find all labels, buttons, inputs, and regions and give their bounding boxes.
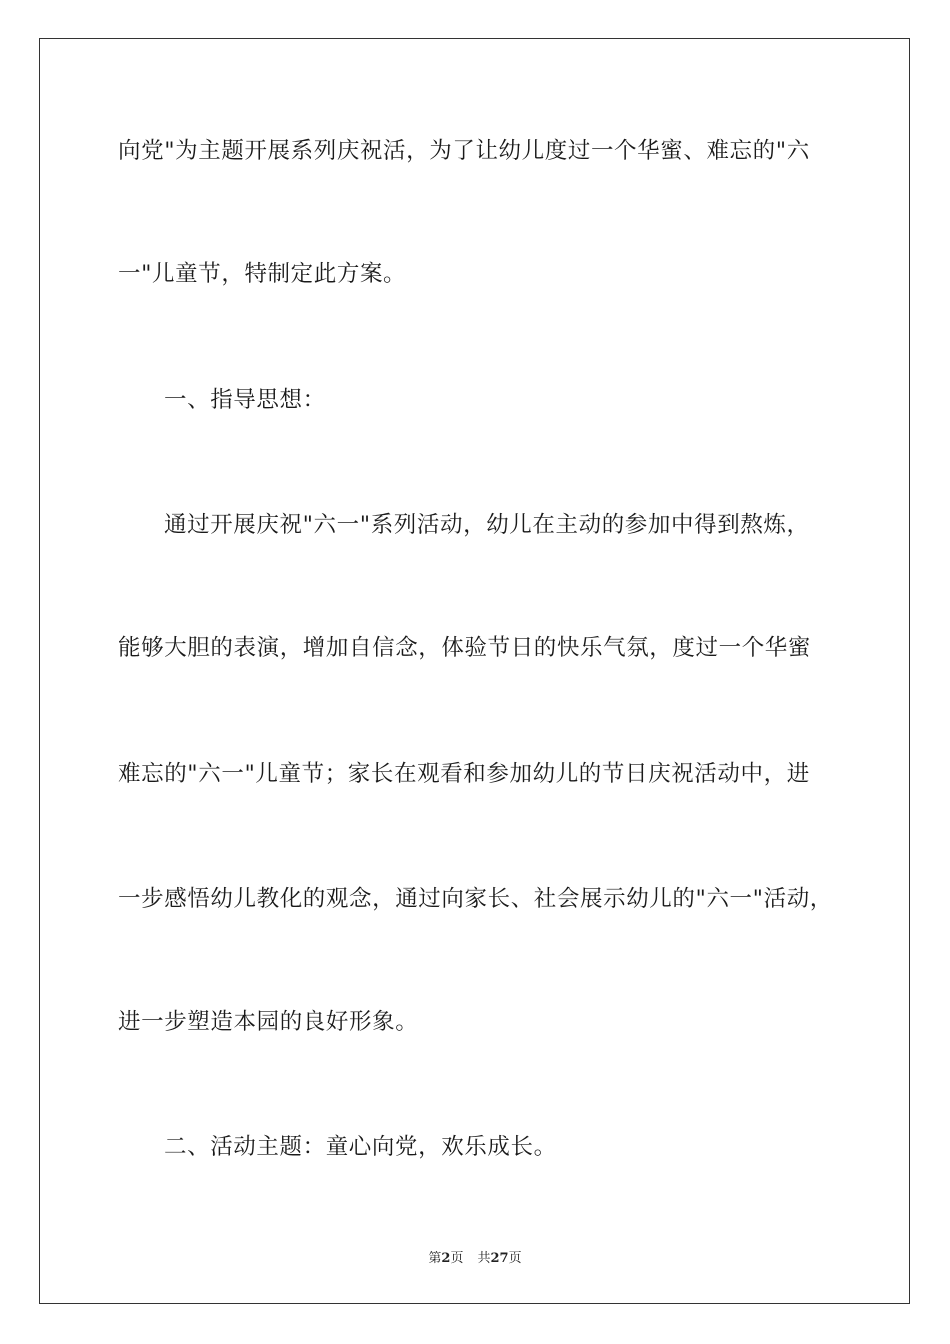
paragraph-line-2: 一"儿童节，特制定此方案。 bbox=[118, 261, 407, 287]
paragraph-line-6: 一步感悟幼儿教化的观念，通过向家长、社会展示幼儿的"六一"活动， bbox=[118, 886, 833, 912]
paragraph-line-7: 进一步塑造本园的良好形象。 bbox=[118, 1009, 419, 1035]
paragraph-line-4: 能够大胆的表演，增加自信念，体验节日的快乐气氛，度过一个华蜜 bbox=[118, 635, 812, 661]
footer-total-prefix: 共 bbox=[477, 1251, 491, 1266]
paragraph-line-5: 难忘的"六一"儿童节；家长在观看和参加幼儿的节日庆祝活动中，进 bbox=[118, 761, 810, 787]
footer-total-suffix: 页 bbox=[508, 1251, 522, 1266]
page-border bbox=[39, 38, 910, 1304]
section-heading-activity-theme: 二、活动主题：童心向党，欢乐成长。 bbox=[164, 1134, 557, 1160]
footer-page-number: 2 bbox=[441, 1251, 451, 1266]
footer-total-number: 27 bbox=[490, 1251, 509, 1266]
page-footer bbox=[0, 1247, 950, 1266]
paragraph-line-1: 向党"为主题开展系列庆祝活，为了让幼儿度过一个华蜜、难忘的"六 bbox=[118, 138, 810, 164]
paragraph-line-3: 通过开展庆祝"六一"系列活动，幼儿在主动的参加中得到熬炼， bbox=[164, 512, 810, 538]
footer-page-suffix: 页 bbox=[450, 1251, 464, 1266]
footer-page-prefix: 第 bbox=[428, 1251, 442, 1266]
section-heading-guiding-thought: 一、指导思想： bbox=[164, 387, 326, 413]
